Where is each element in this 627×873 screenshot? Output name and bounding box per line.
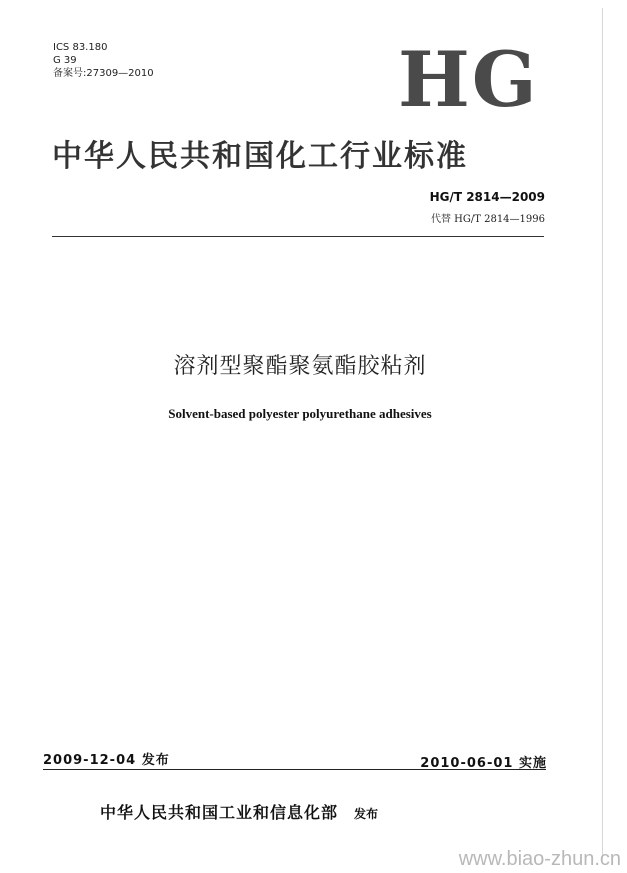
replaces-standard: 代替 HG/T 2814—1996 <box>430 214 545 225</box>
meta-block <box>53 41 154 80</box>
issuer <box>100 800 378 823</box>
standard-name-cn: 溶剂型聚酯聚氨酯胶粘剂 <box>173 354 427 379</box>
top-divider <box>52 236 544 237</box>
hg-logo: HG <box>398 35 539 124</box>
issue-date <box>43 749 170 768</box>
bottom-divider <box>43 769 546 770</box>
issue-date-value: 2009-12-04 <box>43 753 137 768</box>
issuer-name: 中华人民共和国工业和信息化部 <box>100 803 339 822</box>
implementation-date-value: 2010-06-01 <box>420 756 514 771</box>
ics-code: ICS 83.180 <box>53 42 108 53</box>
issue-date-label: 发布 <box>141 753 170 768</box>
record-number: 备案号:27309—2010 <box>53 68 154 79</box>
implementation-date-label: 实施 <box>518 756 547 771</box>
standard-title: 中华人民共和国化工行业标准 <box>52 139 468 174</box>
classification-code: G 39 <box>53 55 77 66</box>
watermark: www.biao-zhun.cn <box>458 848 621 870</box>
issuer-label: 发布 <box>354 807 379 821</box>
standard-name-en: Solvent-based polyester polyurethane adhesives <box>168 406 432 421</box>
standard-number: HG/T 2814—2009 <box>429 190 545 204</box>
